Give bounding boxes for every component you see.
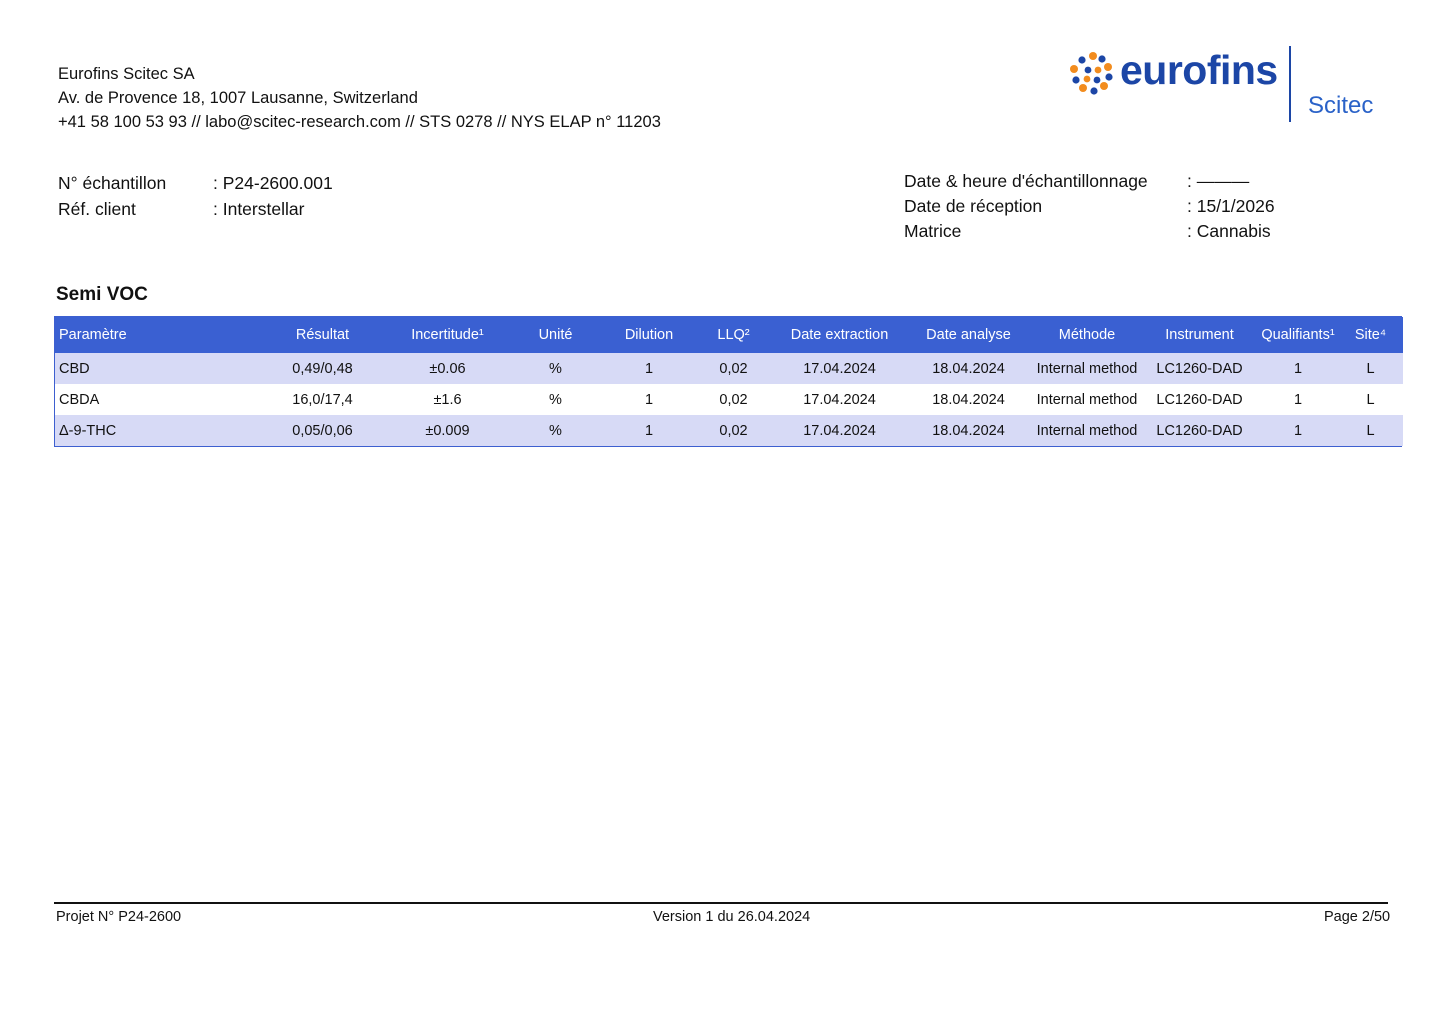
client-ref-value: : Interstellar bbox=[213, 199, 305, 219]
cell-qualifiants: 1 bbox=[1258, 415, 1338, 446]
table-row bbox=[55, 415, 1403, 446]
company-address-block bbox=[58, 62, 661, 134]
cell-instrument: LC1260-DAD bbox=[1141, 353, 1258, 384]
cell-instrument: LC1260-DAD bbox=[1141, 384, 1258, 415]
header-instrument: Instrument bbox=[1141, 317, 1258, 353]
cell-date-analyse: 18.04.2024 bbox=[904, 415, 1033, 446]
cell-parametre: Δ-9-THC bbox=[55, 415, 255, 446]
cell-unite: % bbox=[505, 353, 606, 384]
cell-unite: % bbox=[505, 415, 606, 446]
company-address: Av. de Provence 18, 1007 Lausanne, Switzerland bbox=[58, 89, 418, 107]
company-contact: +41 58 100 53 93 // labo@scitec-research.com // STS 0278 // NYS ELAP n° 11203 bbox=[58, 113, 661, 131]
client-ref-label: Réf. client bbox=[58, 199, 136, 219]
footer-version: Version 1 du 26.04.2024 bbox=[653, 909, 811, 925]
sample-number-label: N° échantillon bbox=[58, 173, 167, 193]
footer-page: Page 2/50 bbox=[1324, 909, 1391, 925]
sample-number-row bbox=[58, 170, 333, 196]
header-site: Site⁴ bbox=[1338, 317, 1403, 353]
cell-dilution: 1 bbox=[606, 415, 692, 446]
cell-incertitude: ±0.06 bbox=[390, 353, 505, 384]
cell-date-analyse: 18.04.2024 bbox=[904, 353, 1033, 384]
cell-resultat: 0,49/0,48 bbox=[255, 353, 390, 384]
header-qualifiants: Qualifiants¹ bbox=[1258, 317, 1338, 353]
cell-dilution: 1 bbox=[606, 353, 692, 384]
header-llq: LLQ² bbox=[692, 317, 775, 353]
header-unite: Unité bbox=[505, 317, 606, 353]
matrix-value: : Cannabis bbox=[1187, 221, 1271, 241]
company-name: Eurofins Scitec SA bbox=[58, 65, 195, 83]
matrix-label: Matrice bbox=[904, 221, 962, 241]
reception-date-label: Date de réception bbox=[904, 196, 1043, 216]
sample-info-right bbox=[904, 169, 1275, 244]
cell-incertitude: ±1.6 bbox=[390, 384, 505, 415]
logo-brand: eurofins bbox=[1120, 47, 1278, 93]
cell-site: L bbox=[1338, 353, 1403, 384]
table-header-row bbox=[55, 317, 1403, 353]
cell-date-extraction: 17.04.2024 bbox=[775, 415, 904, 446]
cell-parametre: CBD bbox=[55, 353, 255, 384]
cell-incertitude: ±0.009 bbox=[390, 415, 505, 446]
cell-resultat: 16,0/17,4 bbox=[255, 384, 390, 415]
cell-methode: Internal method bbox=[1033, 415, 1141, 446]
reception-date-row bbox=[904, 194, 1275, 219]
dots-icon bbox=[1068, 50, 1118, 100]
sampling-date-label: Date & heure d'échantillonnage bbox=[904, 171, 1148, 191]
cell-resultat: 0,05/0,06 bbox=[255, 415, 390, 446]
cell-llq: 0,02 bbox=[692, 384, 775, 415]
section-title: Semi VOC bbox=[56, 284, 148, 305]
sampling-date-value: : ——— bbox=[1187, 171, 1250, 191]
cell-qualifiants: 1 bbox=[1258, 384, 1338, 415]
table-row bbox=[55, 353, 1403, 384]
cell-date-analyse: 18.04.2024 bbox=[904, 384, 1033, 415]
results-table bbox=[54, 316, 1402, 447]
cell-dilution: 1 bbox=[606, 384, 692, 415]
header-date-analyse: Date analyse bbox=[904, 317, 1033, 353]
logo-sub: Scitec bbox=[1308, 92, 1374, 119]
header-incertitude: Incertitude¹ bbox=[390, 317, 505, 353]
client-ref-row bbox=[58, 196, 333, 222]
footer-project: Projet N° P24-2600 bbox=[56, 909, 182, 925]
header-date-extraction: Date extraction bbox=[775, 317, 904, 353]
header-dilution: Dilution bbox=[606, 317, 692, 353]
sample-number-value: : P24-2600.001 bbox=[213, 173, 333, 193]
header-methode: Méthode bbox=[1033, 317, 1141, 353]
header-resultat: Résultat bbox=[255, 317, 390, 353]
cell-methode: Internal method bbox=[1033, 384, 1141, 415]
cell-methode: Internal method bbox=[1033, 353, 1141, 384]
cell-instrument: LC1260-DAD bbox=[1141, 415, 1258, 446]
sampling-date-row bbox=[904, 169, 1275, 194]
eurofins-logo bbox=[1068, 44, 1388, 126]
table-row bbox=[55, 384, 1403, 415]
cell-date-extraction: 17.04.2024 bbox=[775, 384, 904, 415]
cell-unite: % bbox=[505, 384, 606, 415]
footer-divider bbox=[54, 902, 1388, 904]
sample-info-left bbox=[58, 170, 333, 222]
cell-date-extraction: 17.04.2024 bbox=[775, 353, 904, 384]
logo-divider bbox=[1289, 46, 1291, 122]
matrix-row bbox=[904, 219, 1275, 244]
cell-site: L bbox=[1338, 415, 1403, 446]
cell-llq: 0,02 bbox=[692, 353, 775, 384]
reception-date-value: : 15/1/2026 bbox=[1187, 196, 1275, 216]
cell-parametre: CBDA bbox=[55, 384, 255, 415]
cell-qualifiants: 1 bbox=[1258, 353, 1338, 384]
cell-site: L bbox=[1338, 384, 1403, 415]
cell-llq: 0,02 bbox=[692, 415, 775, 446]
header-parametre: Paramètre bbox=[55, 317, 255, 353]
